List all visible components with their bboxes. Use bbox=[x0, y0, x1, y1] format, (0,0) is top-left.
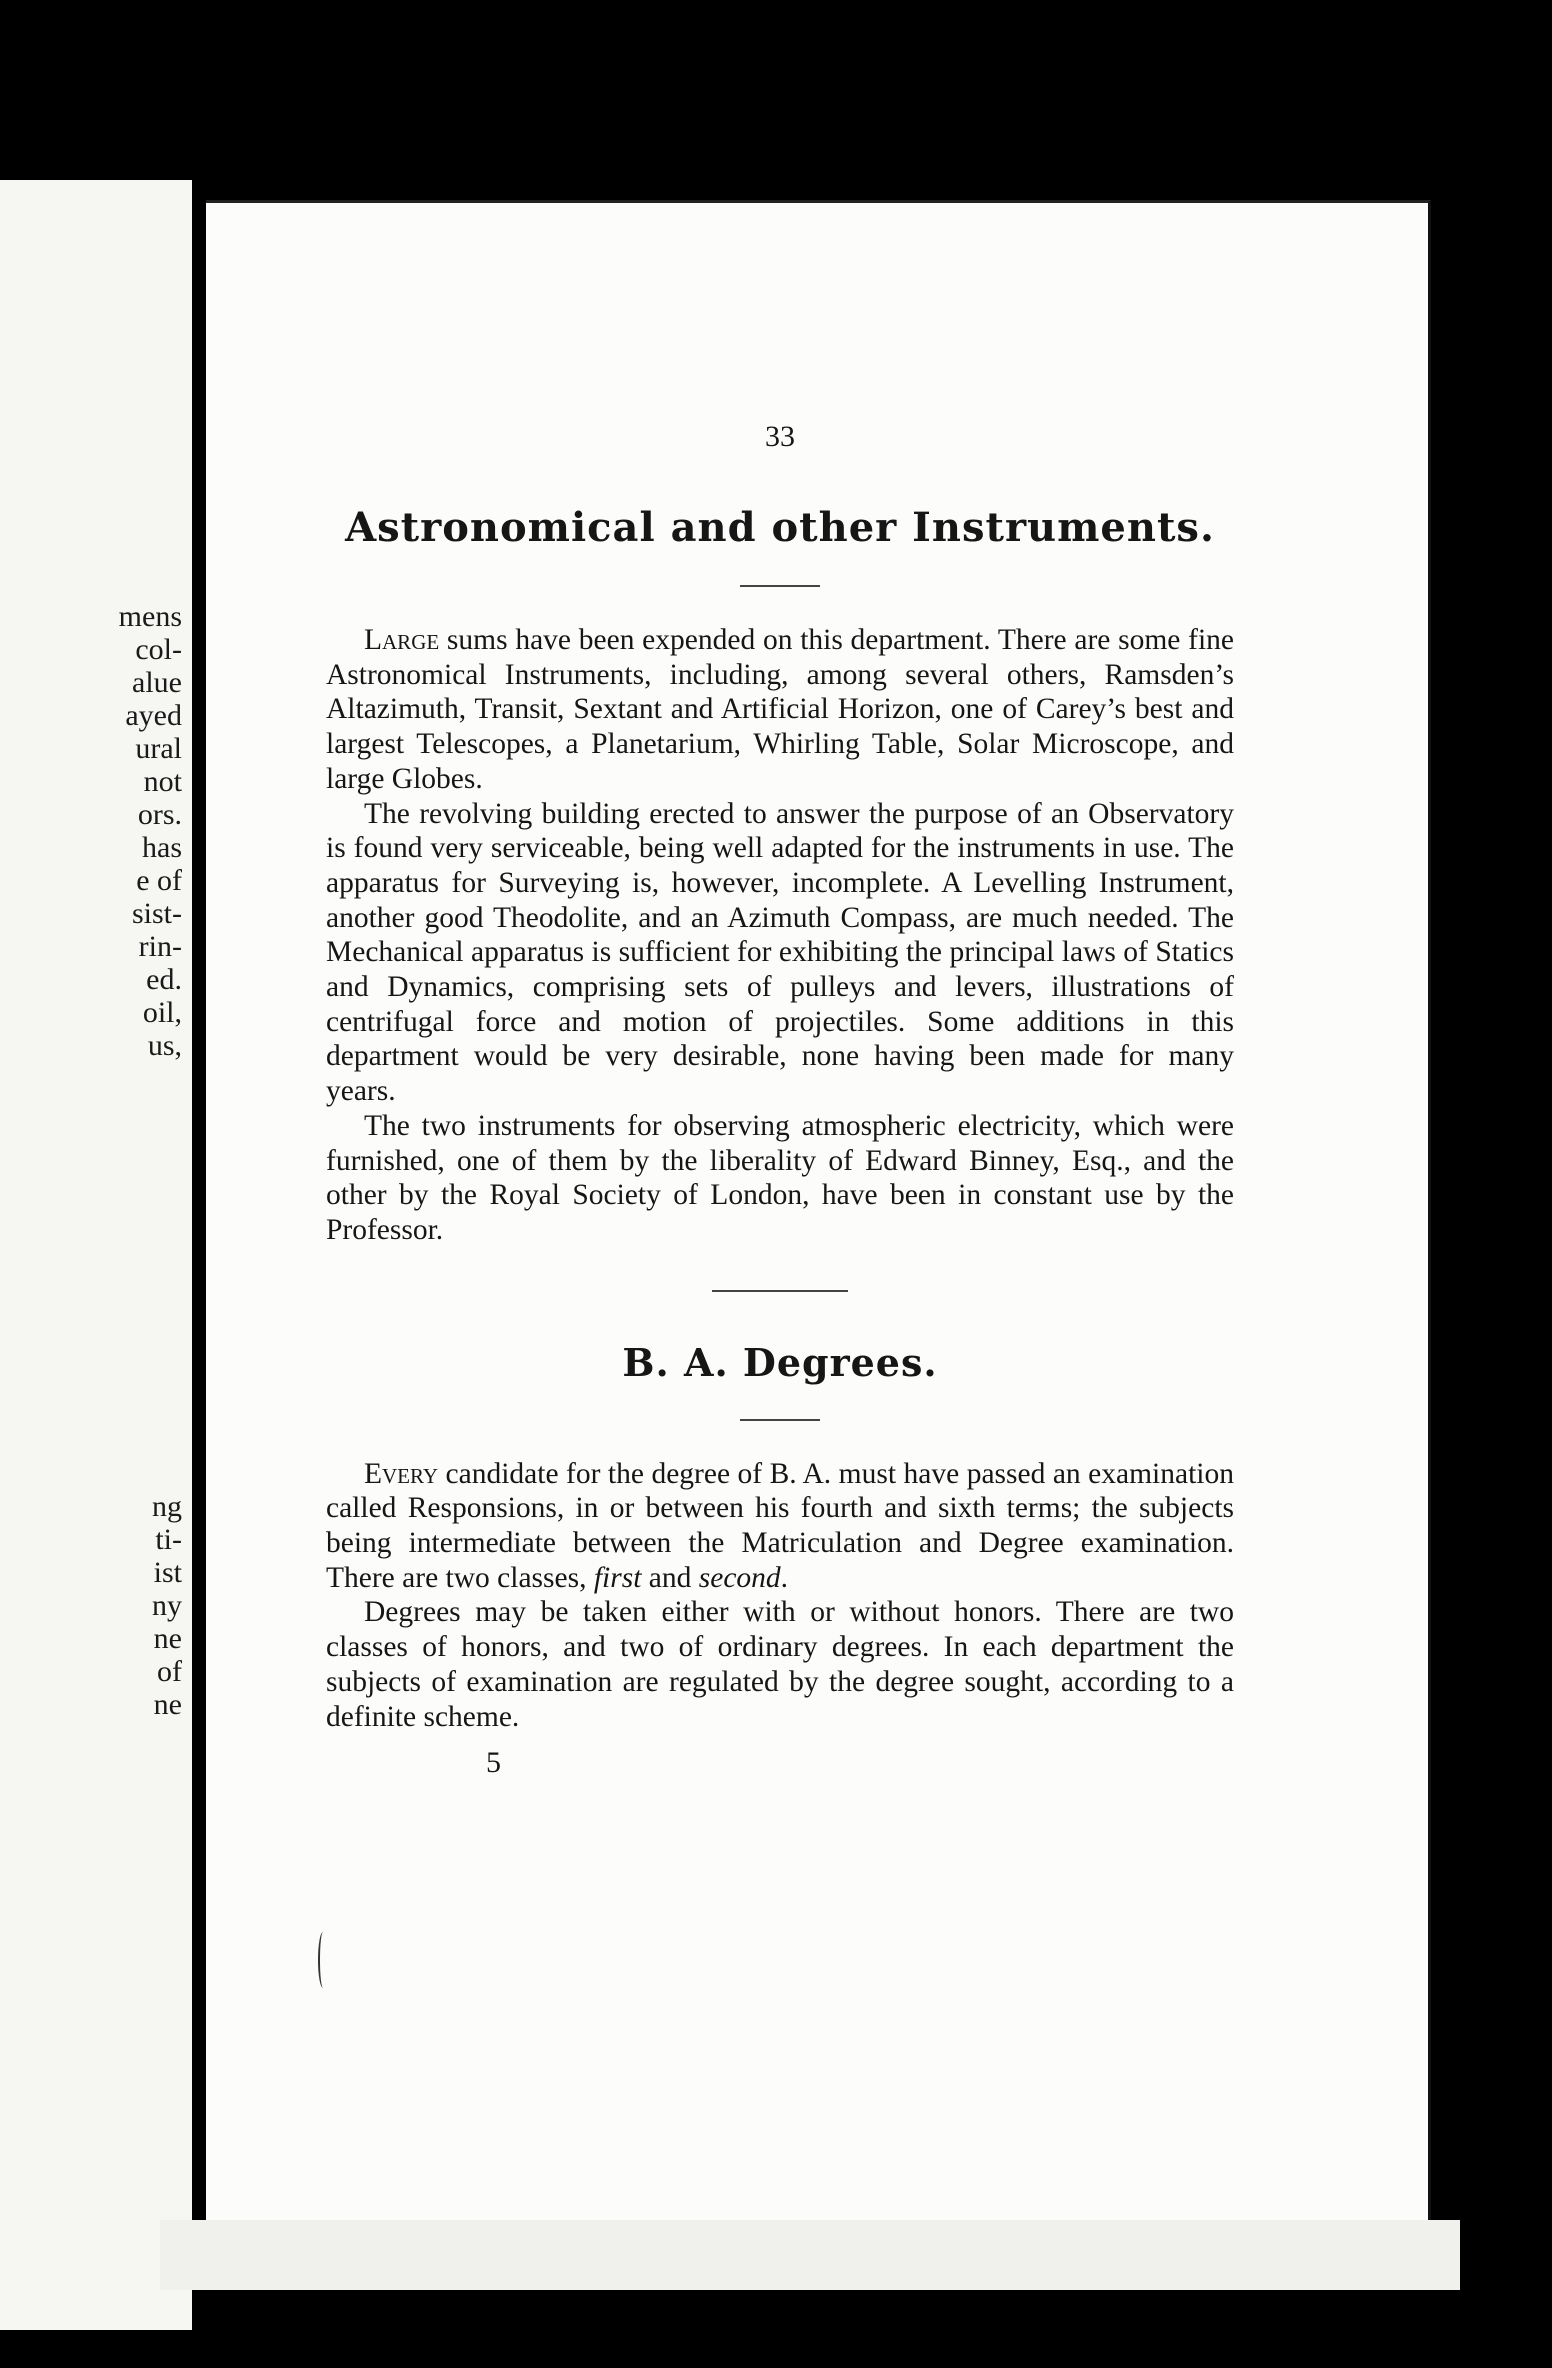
left-page-text-top bbox=[2, 600, 182, 1062]
paragraph-text: candidate for the degree of B. A. must have passed an examination called Responsions, in or between his fourth and sixth terms; the subjects being intermediate between the Matriculation and Degree examination. There are two classes, bbox=[326, 1457, 1234, 1594]
paragraph-text: and bbox=[641, 1561, 699, 1594]
pencil-mark bbox=[318, 1932, 328, 1988]
left-line: ors. bbox=[137, 798, 182, 831]
left-line: alue bbox=[132, 666, 182, 699]
heading-divider bbox=[740, 1419, 820, 1421]
left-line: ist bbox=[153, 1556, 182, 1589]
page-bottom-edge bbox=[160, 2220, 1460, 2290]
lead-word: Every bbox=[364, 1457, 439, 1490]
left-page-text-bottom bbox=[2, 1490, 182, 1721]
left-line: ed. bbox=[146, 963, 182, 996]
section-heading-degrees: B. A. Degrees. bbox=[622, 1339, 938, 1385]
left-line: ny bbox=[152, 1589, 182, 1622]
left-page-fragment bbox=[0, 180, 192, 2330]
left-line: of bbox=[157, 1655, 182, 1688]
left-line: us, bbox=[147, 1029, 182, 1062]
left-line: ti- bbox=[155, 1523, 182, 1556]
signature-mark: 5 bbox=[486, 1746, 501, 1780]
paragraph bbox=[326, 623, 1234, 797]
left-line: ural bbox=[135, 732, 182, 765]
paragraph-text: sums have been expended on this department. There are some fine Astronomical Instruments, including, among several others, Ramsden’s Altazimuth, Transit, Sextant and Artificial Horizon, one of Carey’s best and largest Telescopes, a Planetarium, Whirling Table, Solar Microscope, and large Globes. bbox=[326, 624, 1234, 795]
page-content bbox=[326, 420, 1234, 1780]
left-line: e of bbox=[136, 864, 182, 897]
paragraph bbox=[326, 1457, 1234, 1596]
page-number: 33 bbox=[765, 420, 795, 453]
section-heading-instruments: Astronomical and other Instruments. bbox=[345, 504, 1215, 551]
left-line: mens bbox=[118, 600, 182, 633]
left-line: has bbox=[142, 831, 182, 864]
left-line: rin- bbox=[138, 930, 182, 963]
left-line: ne bbox=[153, 1688, 182, 1721]
left-line: ayed bbox=[125, 699, 182, 732]
left-line: sist- bbox=[131, 897, 182, 930]
heading-divider bbox=[740, 585, 820, 587]
italic-word: first bbox=[593, 1561, 642, 1594]
left-line: ng bbox=[152, 1490, 182, 1523]
left-line: oil, bbox=[142, 996, 182, 1029]
paragraph: Degrees may be taken either with or without honors. There are two classes of honors, and two of ordinary degrees. In each department the subjects of examination are regulated by the degree sought, according to a definite scheme. bbox=[326, 1596, 1234, 1733]
left-line: ne bbox=[153, 1622, 182, 1655]
lead-word: Large bbox=[364, 624, 440, 656]
italic-word: second bbox=[698, 1561, 781, 1594]
paragraph: The revolving building erected to answer the purpose of an Observatory is found very serviceable, being well adapted for the instruments in use. The apparatus for Surveying is, however, incomplete. A Levelling Instrument, another good Theodolite, and an Azimuth Compass, are much needed. The Mechanical apparatus is sufficient for exhibiting the principal laws of Statics and Dynamics, comprising sets of pulleys and levers, illustrations of centrifugal force and motion of projectiles. Some additions in this department would be very desirable, none having been made for many years. bbox=[326, 797, 1234, 1108]
left-line: not bbox=[143, 765, 182, 798]
paragraph: The two instruments for observing atmospheric electricity, which were furnished, one of them by the liberality of Edward Binney, Esq., and the other by the Royal Society of London, have been in constant use by the Professor. bbox=[326, 1109, 1234, 1246]
paragraph-text: . bbox=[780, 1561, 789, 1594]
section-divider bbox=[712, 1290, 848, 1292]
book-spine bbox=[192, 200, 206, 2340]
left-line: col- bbox=[135, 633, 182, 666]
